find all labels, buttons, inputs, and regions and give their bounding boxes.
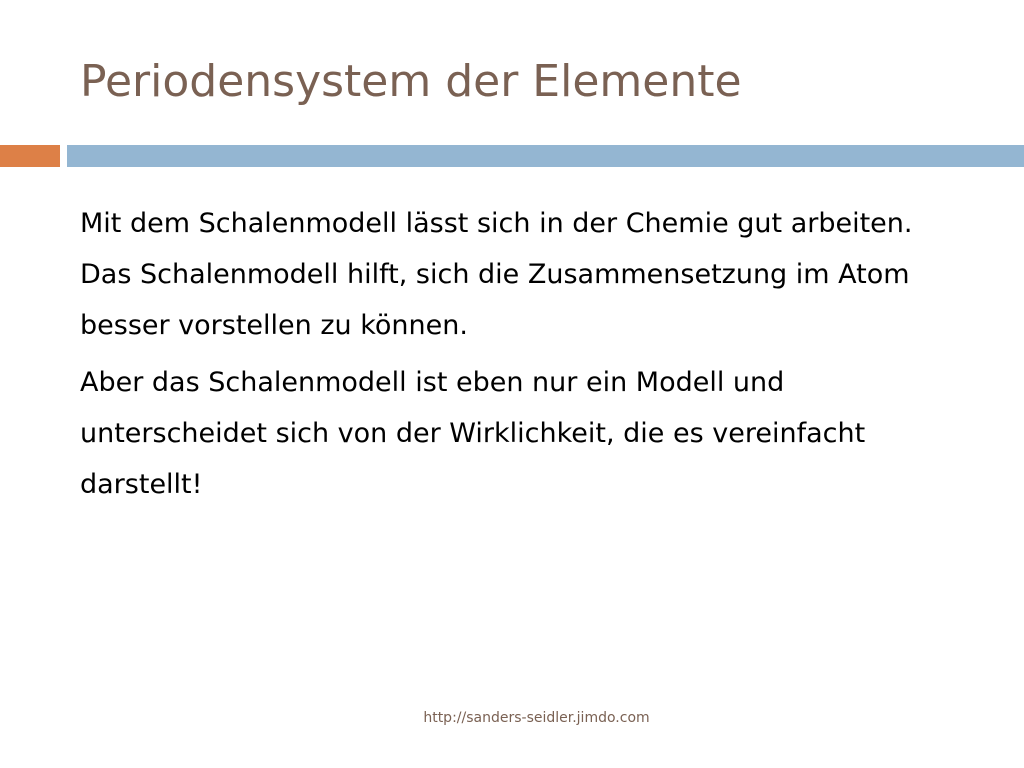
accent-bar-orange bbox=[0, 145, 60, 167]
body-paragraph: Aber das Schalenmodell ist eben nur ein Modell und unterscheidet sich von der Wirklichkeit, die es vereinfacht darstellt! bbox=[80, 367, 866, 500]
slide-title: Periodensystem der Elemente bbox=[80, 56, 742, 107]
footer-url: http://sanders-seidler.jimdo.com bbox=[423, 710, 650, 726]
accent-bar-blue bbox=[67, 145, 1024, 167]
slide-body bbox=[80, 198, 960, 516]
body-paragraph: Mit dem Schalenmodell lässt sich in der Chemie gut arbeiten. Das Schalenmodell hilft, sich die Zusammensetzung im Atom besser vorstellen zu können. bbox=[80, 208, 913, 341]
